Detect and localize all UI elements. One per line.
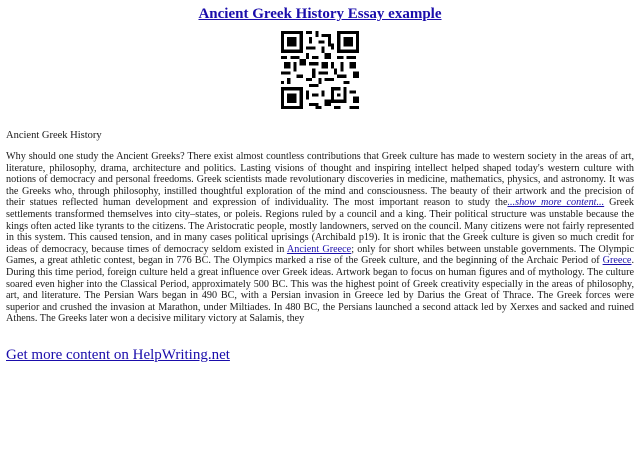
essay-text (6, 151, 634, 325)
qr-code-icon (281, 31, 359, 109)
essay-text-part-1: Why should one study the Ancient Greeks? There exist almost countless contributions that Greek culture has made to western society in the areas of art, literature, philosophy, drama, architecture and politics. Lasting visions of thought and inspiring intellect helped shaped today's western culture with notions of democracy and personal freedoms. Greek scientists made revolutionary discoveries in medicine, mathematics, physics, and astronomy. It was the Greeks who, through philosophy, instilled thoughtful exploration of the mind and consciousness. The beauty of their artwork and the precision of their statues reflected human development and expression of individuality. The most important reason to study the (6, 151, 634, 209)
get-more-content-link[interactable]: Get more content on HelpWriting.net (6, 347, 230, 363)
essay-text-part-4: . During this time period, foreign culture held a great influence over Greek ideas. Artwork began to focus on human figures and of mythology. The culture soared even higher into the Classical Period, approximately 500 BC. This was the highest point of Greek creativity especially in the areas of philosophy, art, and literature. The Persian Wars began in 490 BC, with a Persian invasion in Greece led by Darius the Great of Thrace. The Greek forces were superior and crushed the invasion at Marathon, under Miltiades. In 480 BC, the Persians launched a second attack led by Xerxes and sacked and ruined Athens. The Greeks later won a decisive military victory at Salamis, they (6, 255, 634, 325)
greece-link[interactable]: Greece (602, 255, 632, 267)
show-more-link[interactable]: ...show more content... (507, 197, 605, 209)
essay-text-part-2: Greek settlements transformed themselves into city–states, or poleis. Regions ruled by a council and a king. Their political structure was unstable because the kings often acted like tyrants to the citizens. The Aristocratic people, mostly landowners, served on the council. Many citizens were not fairly represented in this system. This caused tension, and in many cases political uprisings (Archibald p19). It is ironic that the Greek culture is given so much credit for ideas of democracy, because times of democracy seldom existed in (6, 197, 634, 255)
document-subheading: Ancient Greek History (6, 130, 102, 141)
ancient-greece-link[interactable]: Ancient Greece (286, 243, 352, 255)
essay-text-part-3: ; only for short whiles between unstable governments. The Olympic Games, a great athletic contest, began in 776 BC. The Olympics marked a rise of the Greek culture, and the beginning of the Archaic Period of (6, 243, 634, 267)
document-title-link[interactable]: Ancient Greek History Essay example (198, 6, 442, 22)
